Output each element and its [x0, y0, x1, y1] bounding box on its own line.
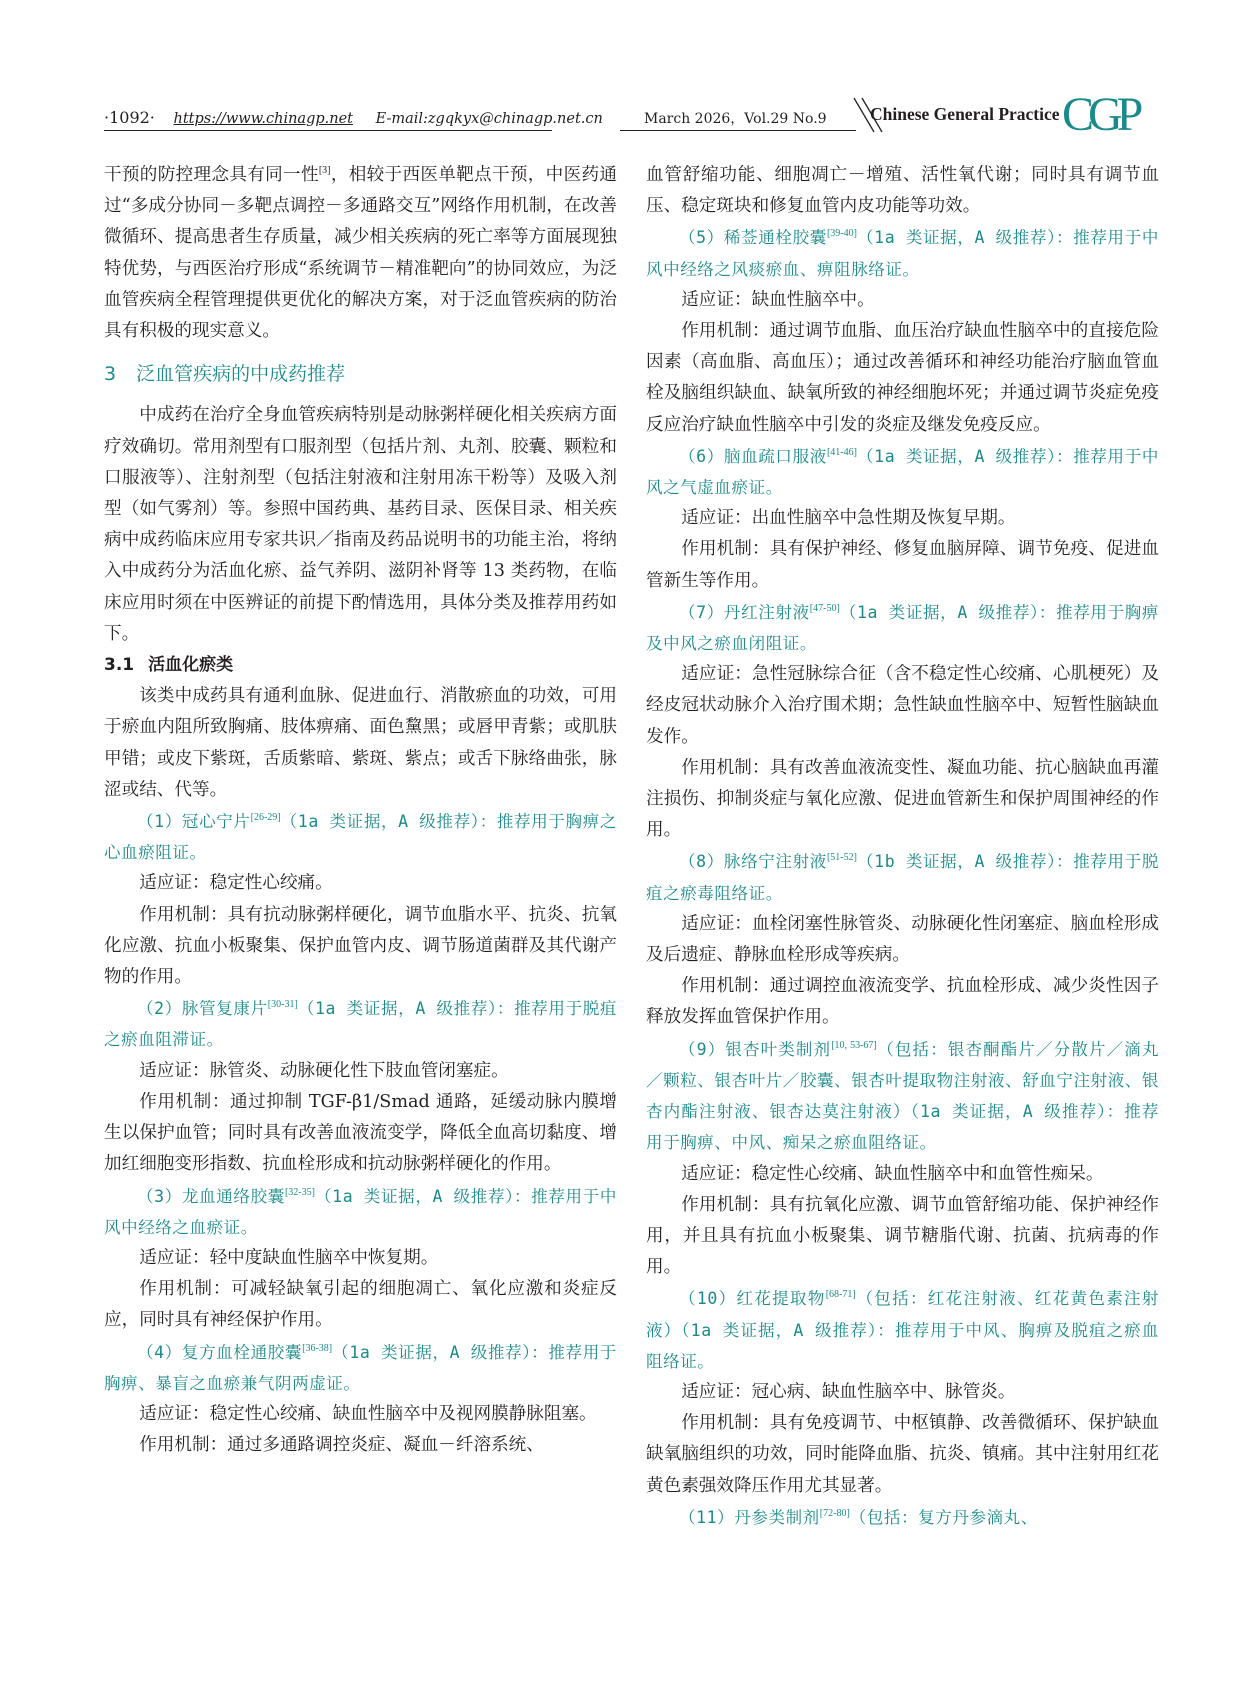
- indication: 适应证：轻中度缺血性脑卒中恢复期。: [139, 1247, 439, 1268]
- paragraph: 干预的防控理念具有同一性[3]，相较于西医单靶点干预，中医药通过“多成分协同－多靶点调控－多通路交互”网络作用机制，在改善微循环、提高患者生存质量，减少相关疾病的死亡率等方面展现独特优势，与西医治疗形成“系统调节－精准靶向”的协同效应，为泛血管疾病全程管理提供更优化的解决方案，对于泛血管疾病的防治具有积极的现实意义。: [104, 165, 617, 342]
- indication: 适应证：稳定性心绞痛、缺血性脑卒中和血管性痴呆。: [681, 1163, 1104, 1184]
- paragraph: 该类中成药具有通利血脉、促进血行、消散瘀血的功效，可用于瘀血内阻所致胸痛、肢体痹痛、面色黧黑；或唇甲青紫；或肌肤甲错；或皮下紫斑，舌质紫暗、紫斑、紫点；或舌下脉络曲张，脉涩或结、代等。: [104, 686, 617, 800]
- header-left: [104, 108, 603, 127]
- drug-recommendation: （10）红花提取物[68-71]（包括：红花注射液、红花黄色素注射液）（1a 类证据，A 级推荐）：推荐用于中风、胸痹及脱疽之瘀血阻络证。: [646, 1289, 1159, 1371]
- drug-recommendation: （7）丹红注射液[47-50]（1a 类证据，A 级推荐）：推荐用于胸痹及中风之瘀血闭阻证。: [646, 602, 1160, 654]
- mechanism: 作用机制：具有抗动脉粥样硬化，调节血脂水平、抗炎、抗氧化应激、抗血小板聚集、保护血管内皮、调节肠道菌群及其代谢产物的作用。: [104, 904, 617, 988]
- left-column: [104, 160, 617, 1461]
- mechanism: 作用机制：通过多通路调控炎症、凝血－纤溶系统、: [139, 1435, 544, 1456]
- page-header: [0, 86, 1247, 146]
- indication: 适应证：急性冠脉综合征（含不稳定性心绞痛、心肌梗死）及经皮冠状动脉介入治疗围术期；急性缺血性脑卒中、短暂性脑缺血发作。: [646, 664, 1159, 747]
- citation[interactable]: [3]: [318, 165, 331, 176]
- citation[interactable]: [47-50]: [809, 602, 840, 614]
- mechanism: 作用机制：具有保护神经、修复血脑屏障、调节免疫、促进血管新生等作用。: [646, 539, 1159, 591]
- drug-recommendation: （6）脑血疏口服液[41-46]（1a 类证据，A 级推荐）：推荐用于中风之气虚血瘀证。: [646, 446, 1159, 498]
- drug-recommendation: （3）龙血通络胶囊[32-35]（1a 类证据，A 级推荐）：推荐用于中风中经络之血瘀证。: [104, 1186, 617, 1237]
- drug-recommendation: （11）丹参类制剂[72-80]（包括：复方丹参滴丸、: [679, 1507, 1038, 1527]
- drug-recommendation: （5）稀莶通栓胶囊[39-40]（1a 类证据，A 级推荐）：推荐用于中风中经络之风痰瘀血、痹阻脉络证。: [646, 228, 1159, 279]
- cgp-logo: [1060, 86, 1152, 138]
- citation[interactable]: [32-35]: [284, 1186, 315, 1198]
- indication: 适应证：脉管炎、动脉硬化性下肢血管闭塞症。: [139, 1060, 509, 1081]
- indication: 适应证：血栓闭塞性脉管炎、动脉硬化性闭塞症、脑血栓形成及后遗症、静脉血栓形成等疾病。: [646, 913, 1159, 966]
- indication: 适应证：冠心病、缺血性脑卒中、脉管炎。: [681, 1381, 1016, 1402]
- citation[interactable]: [30-31]: [267, 999, 298, 1011]
- issue-info: March 2026，Vol.29 No.9: [644, 111, 827, 127]
- citation[interactable]: [72-80]: [819, 1507, 850, 1519]
- citation[interactable]: [51-52]: [826, 852, 857, 864]
- citation[interactable]: [26-29]: [250, 812, 281, 824]
- drug-recommendation: （8）脉络宁注射液[51-52]（1b 类证据，A 级推荐）：推荐用于脱疽之瘀毒阻络证。: [646, 852, 1159, 903]
- page-number: ·1092·: [104, 108, 155, 127]
- right-column: [646, 160, 1159, 1533]
- mechanism: 作用机制：具有改善血液流变性、凝血功能、抗心脑缺血再灌注损伤、抑制炎症与氧化应激、促进血管新生和保护周围神经的作用。: [646, 757, 1159, 841]
- indication: 适应证：稳定性心绞痛、缺血性脑卒中及视网膜静脉阻塞。: [139, 1403, 597, 1424]
- citation[interactable]: [68-71]: [825, 1289, 856, 1301]
- citation[interactable]: [36-38]: [302, 1342, 333, 1354]
- section-heading: 3 泛血管疾病的中成药推荐: [104, 363, 346, 386]
- mechanism: 作用机制：通过调节血脂、血压治疗缺血性脑卒中的直接危险因素（高血脂、高血压）；通过改善循环和神经功能治疗脑血管血栓及脑组织缺血、缺氧所致的神经细胞坏死；并通过调节炎症免疫反应治疗缺血性脑卒中引发的炎症及继发免疫反应。: [646, 321, 1159, 435]
- citation[interactable]: [39-40]: [826, 228, 857, 240]
- mechanism: 作用机制：具有抗氧化应激、调节血管舒缩功能、保护神经作用，并且具有抗血小板聚集、调节糖脂代谢、抗菌、抗病毒的作用。: [646, 1194, 1159, 1278]
- mechanism: 作用机制：通过调控血液流变学、抗血栓形成、减少炎性因子释放发挥血管保护作用。: [646, 976, 1159, 1028]
- subsection-heading: 3.1 活血化瘀类: [104, 655, 234, 676]
- journal-url-link[interactable]: https://www.chinagp.net: [173, 111, 353, 127]
- indication: 适应证：稳定性心绞痛。: [139, 873, 333, 894]
- drug-recommendation: （4）复方血栓通胶囊[36-38]（1a 类证据，A 级推荐）：推荐用于胸痹、暴盲之血瘀兼气阴两虚证。: [104, 1342, 617, 1393]
- journal-email: E-mail:zgqkyx@chinagp.net.cn: [375, 111, 603, 127]
- drug-recommendation: （9）银杏叶类制剂[10, 53-67]（包括：银杏酮酯片／分散片／滴丸／颗粒、银杏叶片／胶囊、银杏叶提取物注射液、舒血宁注射液、银杏内酯注射液、银杏达莫注射液）（1a 类证据，A 级推荐）：推荐用于胸痹、中风、痴呆之瘀血阻络证。: [646, 1039, 1159, 1153]
- drug-recommendation: （2）脉管复康片[30-31]（1a 类证据，A 级推荐）：推荐用于脱疽之瘀血阻滞证。: [104, 999, 618, 1050]
- mechanism: 作用机制：具有免疫调节、中枢镇静、改善微循环、保护缺血缺氧脑组织的功效，同时能降血脂、抗炎、镇痛。其中注射用红花黄色素强效降压作用尤其显著。: [646, 1413, 1159, 1496]
- mechanism: 作用机制：通过抑制 TGF-β1/Smad 通路，延缓动脉内膜增生以保护血管；同时具有改善血液流变学，降低全血高切黏度、增加红细胞变形指数、抗血栓形成和抗动脉粥样硬化的作用。: [104, 1091, 617, 1175]
- mechanism: 作用机制：可减轻缺氧引起的细胞凋亡、氧化应激和炎症反应，同时具有神经保护作用。: [104, 1279, 617, 1331]
- citation[interactable]: [41-46]: [826, 446, 857, 458]
- indication: 适应证：出血性脑卒中急性期及恢复早期。: [681, 508, 1016, 529]
- journal-name: Chinese General Practice: [870, 104, 1060, 124]
- paragraph: 中成药在治疗全身血管疾病特别是动脉粥样硬化相关疾病方面疗效确切。常用剂型有口服剂型（包括片剂、丸剂、胶囊、颗粒和口服液等）、注射剂型（包括注射液和注射用冻干粉等）及吸入剂型（如气雾剂）等。参照中国药典、基药目录、医保目录、相关疾病中成药临床应用专家共识／指南及药品说明书的功能主治，将纳入中成药分为活血化瘀、益气养阴、滋阴补肾等 13 类药物，在临床应用时须在中医辨证的前提下酌情选用，具体分类及推荐用药如下。: [104, 405, 617, 644]
- svg-text:CGP: CGP: [1062, 88, 1138, 138]
- header-right-rule: [620, 130, 856, 131]
- citation[interactable]: [10, 53-67]: [831, 1039, 877, 1051]
- paragraph: 血管舒缩功能、细胞凋亡－增殖、活性氧代谢；同时具有调节血压、稳定斑块和修复血管内皮功能等功效。: [646, 165, 1159, 217]
- drug-recommendation: （1）冠心宁片[26-29]（1a 类证据，A 级推荐）：推荐用于胸痹之心血瘀阻证。: [104, 812, 617, 863]
- indication: 适应证：缺血性脑卒中。: [681, 289, 875, 310]
- header-left-rule: [104, 130, 552, 131]
